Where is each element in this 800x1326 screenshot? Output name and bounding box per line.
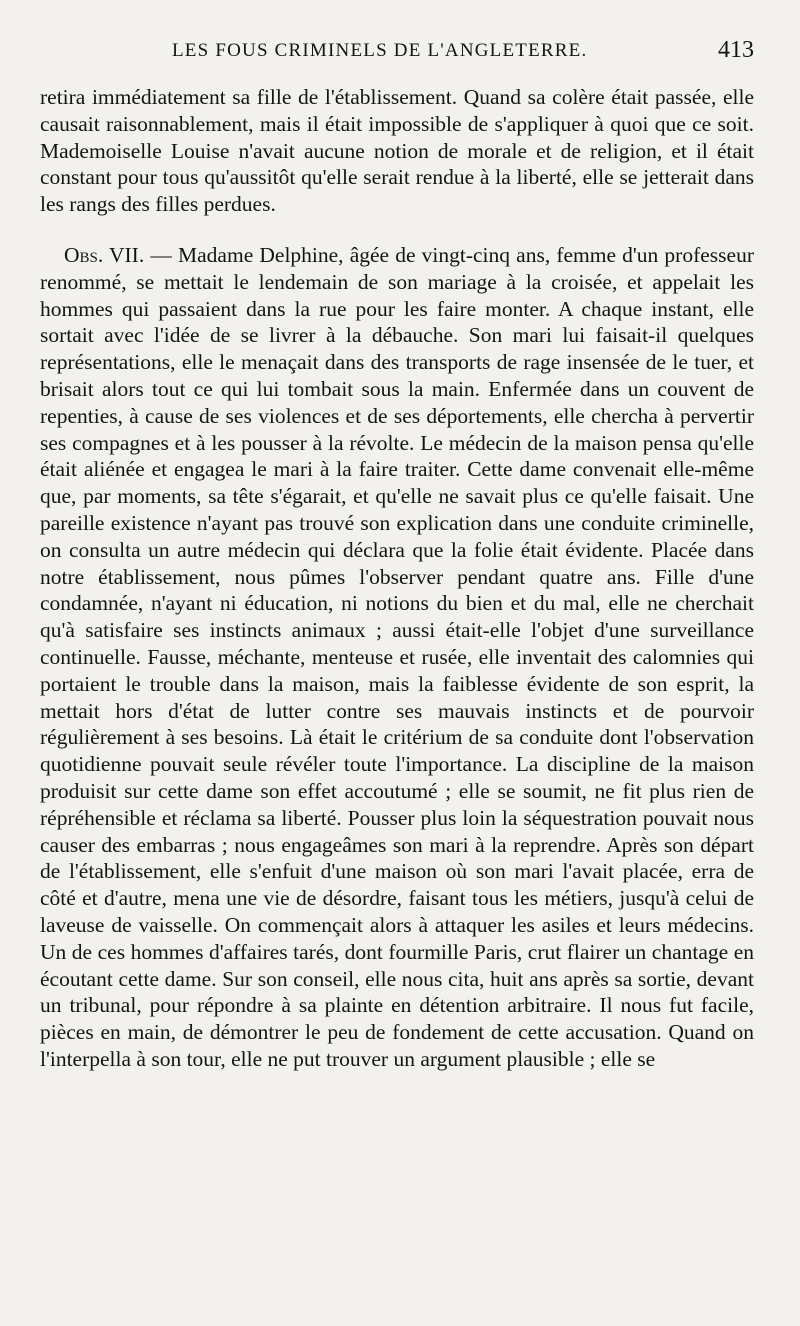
running-title: LES FOUS CRIMINELS DE L'ANGLETERRE. <box>172 40 588 61</box>
paragraph-continuation <box>40 84 754 218</box>
body-text <box>40 84 754 1073</box>
page-number: 413 <box>718 37 754 63</box>
paragraph-observation-vii <box>40 242 754 1073</box>
paragraph-text: retira immédiatement sa fille de l'établissement. Quand sa colère était passée, elle causait raisonnablement, mais il était impossible de s'appliquer à quoi que ce soit. Mademoiselle Louise n'avait aucune notion de morale et de religion, et il était constant pour tous qu'aussitôt qu'elle serait rendue à la liberté, elle se jetterait dans les rangs des filles perdues. <box>40 85 754 217</box>
paragraph-text: — Madame Delphine, âgée de vingt-cinq ans, femme d'un professeur renommé, se mettait le lendemain de son mariage à la croisée, et appelait les hommes qui passaient dans la rue pour les faire monter. A chaque instant, elle sortait avec l'idée de se livrer à la débauche. Son mari lui faisait-il quelques représentations, elle le menaçait dans des transports de rage insensée de le tuer, et brisait alors tout ce qui lui tombait sous la main. Enfermée dans un couvent de repenties, à cause de ses violences et de ses déportements, elle chercha à pervertir ses compagnes et à les pousser à la révolte. Le médecin de la maison pensa qu'elle était aliénée et engagea le mari à la faire traiter. Cette dame convenait elle-même que, par moments, sa tête s'égarait, et qu'elle ne savait plus ce qu'elle faisait. Une pareille existence n'ayant pas trouvé son explication dans une conduite criminelle, on consulta un autre médecin qui déclara que la folie était évidente. Placée dans notre établissement, nous pûmes l'observer pendant quatre ans. Fille d'une condamnée, n'ayant ni éducation, ni notions du bien et du mal, elle ne cherchait qu'à satisfaire ses instincts animaux ; aussi était-elle l'objet d'une surveillance continuelle. Fausse, méchante, menteuse et rusée, elle inventait des calomnies qui portaient le trouble dans la maison, mais la faiblesse évidente de son esprit, la mettait hors d'état de lutter contre ses mauvais instincts et de pourvoir régulièrement à ses besoins. Là était le critérium de sa conduite dont l'observation quotidienne pouvait seule révéler toute l'importance. La discipline de la maison produisit sur cette dame son effet accoutumé ; elle se soumit, ne fit plus rien de répréhensible et réclama sa liberté. Pousser plus loin la séquestration pouvait nous causer des embarras ; nous engageâmes son mari à la reprendre. Après son départ de l'établissement, elle s'enfuit d'une maison où son mari l'avait placée, erra de côté et d'autre, mena une vie de désordre, faisant tous les métiers, jusqu'à celui de laveuse de vaisselle. On commençait alors à attaquer les asiles et leurs médecins. Un de ces hommes d'affaires tarés, dont fourmille Paris, crut flairer un chantage en écoutant cette dame. Sur son conseil, elle nous cita, huit ans après sa sortie, devant un tribunal, pour répondre à sa plainte en détention arbitraire. Il nous fut facile, pièces en main, de démontrer le peu de fondement de cette accusation. Quand on l'interpella à son tour, elle ne put trouver un argument plausible ; elle se <box>40 242 754 1071</box>
running-head <box>40 37 754 84</box>
observation-label: Obs. VII. <box>64 242 145 267</box>
